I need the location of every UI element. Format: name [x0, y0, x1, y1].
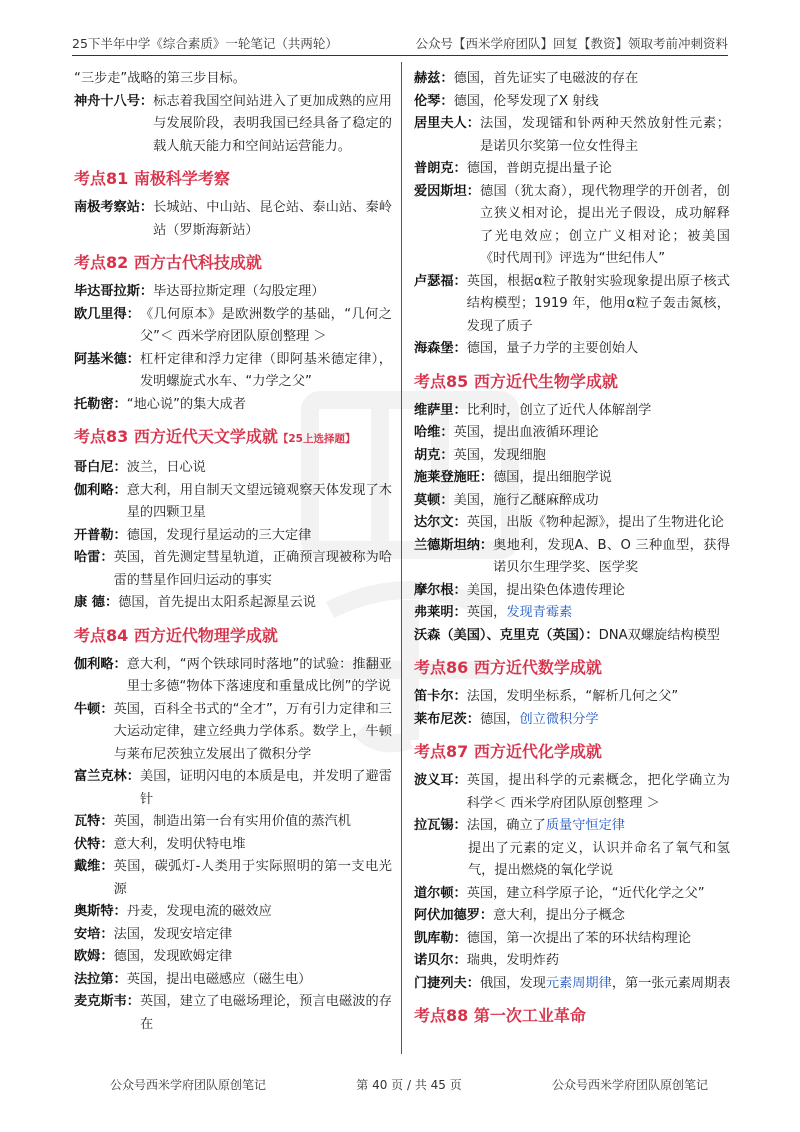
entry-desc: 波兰，日心说 [126, 460, 206, 475]
entry-desc: 英国，提出科学的元素概念，把化学确立为科学＜ 西米学府团队原创整理 ＞ [466, 773, 730, 811]
entry-term: 摩尔根： [414, 582, 467, 598]
entry-term: 麦克斯韦： [74, 994, 140, 1009]
entry-desc-prefix: 法国，确立了 [466, 818, 546, 833]
entry-row [74, 349, 392, 394]
entry-term: 波义耳： [414, 773, 467, 788]
entry-desc: 意大利，“两个铁球同时落地”的试验：推翻亚里士多德“物体下落速度和重量成比例”的学说 [126, 656, 392, 694]
entry-term: 道尔顿： [414, 885, 467, 901]
section-title-84: 考点84 西方近代物理学成就 [74, 625, 278, 645]
entry-term: 欧姆： [74, 949, 114, 964]
entry-desc: 英国，出版《物种起源》，提出了生物进化论 [466, 515, 724, 530]
entry-row [74, 811, 392, 834]
entry-desc: 英国，根据α粒子散射实验现象提出原子核式结构模型；1919 年，他用α粒子轰击氮核，发现了质子 [466, 273, 730, 334]
section-title-82: 考点82 西方古代科技成就 [74, 253, 262, 272]
entry-desc: 德国，首先提出太阳系起源星云说 [118, 595, 316, 610]
entry-desc: 丹麦，发现电流的磁效应 [126, 904, 272, 919]
entry-desc: 德国，第一次提出了苯的环状结构理论 [466, 930, 691, 946]
entry-row [414, 422, 730, 445]
entry-term: 康 德： [74, 595, 119, 610]
entry-desc-prefix: 英国， [466, 605, 507, 620]
entry-row [414, 905, 730, 928]
entry-term: 毕达哥拉斯： [74, 284, 154, 299]
entry-desc: 德国，发现行星运动的三大定律 [126, 527, 312, 543]
entry-continuation [414, 838, 730, 883]
entry-term: 伽利略： [74, 656, 127, 672]
right-column [414, 68, 730, 1034]
left-column [74, 68, 392, 1036]
entry-term: 海森堡： [414, 341, 467, 356]
entry-desc: 德国，伦琴发现了X 射线 [453, 93, 599, 109]
entry-term: 施莱登施旺： [414, 470, 494, 485]
entry-term: 弗莱明： [414, 605, 467, 620]
entry-row [414, 68, 730, 91]
entry-desc: 法国，发明坐标系，“解析几何之父” [466, 689, 679, 704]
page-number: 第 40 页 / 共 45 页 [356, 1078, 462, 1092]
entry-term: 伦琴： [414, 93, 454, 109]
entry-shenzhou [74, 91, 392, 159]
entry-term: 居里夫人： [414, 116, 480, 131]
entry-desc: 意大利，用自制天文望远镜观察天体发现了木星的四颗卫星 [126, 482, 392, 520]
entry-desc [480, 709, 730, 732]
entry-row [414, 338, 730, 361]
section-title-text: 考点83 西方近代天文学成就 [74, 427, 278, 446]
entry-row [414, 271, 730, 339]
column-divider [401, 62, 402, 1054]
entry-term: 富兰克林： [74, 769, 140, 784]
entry-term: 达尔文： [414, 515, 467, 530]
section-title-88: 考点88 第一次工业革命 [414, 1006, 586, 1025]
entry-term: 阿伏加德罗： [414, 908, 494, 923]
entry-row [414, 602, 730, 625]
entry-term: 伽利略： [74, 482, 127, 498]
entry-desc: 标志着我国空间站进入了更加成熟的应用与发展阶段，表明我国已经具备了稳定的载人航天能力和空间站运营能力。 [153, 93, 392, 154]
entry-desc-prefix: 俄国，发现 [479, 975, 546, 991]
entry-term: 安培： [74, 926, 114, 942]
entry-row [414, 400, 730, 423]
entry-desc: 英国，建立科学原子论，“近代化学之父” [466, 885, 705, 901]
entry-desc: 意大利，发明伏特电堆 [113, 836, 246, 852]
entry-desc: 英国，发现细胞 [453, 447, 546, 463]
entry-term: 笛卡尔： [414, 689, 467, 704]
entry-term: 普朗克： [414, 161, 467, 176]
entry-desc: 杠杆定律和浮力定律（即阿基米德定律），发明螺旋式水车、“力学之父” [139, 351, 392, 389]
header-promo: 公众号【西米学府团队】回复【教资】领取考前冲刺资料 [415, 36, 728, 51]
entry-term: 诺贝尔： [414, 953, 467, 968]
entry-desc: 英国，建立了电磁场理论，预言电磁波的存在 [139, 994, 392, 1032]
entry-row [414, 973, 730, 996]
entry-term: 哥白尼： [74, 460, 127, 475]
entry-desc: 德国，首先证实了电磁波的存在 [453, 71, 639, 86]
entry-term: 伏特： [74, 836, 114, 852]
entry-term: 凯库勒： [414, 930, 467, 946]
entry-desc: 英国，提出电磁感应（磁生电） [126, 971, 312, 987]
entry-row [414, 91, 730, 114]
entry-term: 赫兹： [414, 71, 454, 86]
entry-term: 莱布尼茨： [414, 711, 480, 727]
entry-row [414, 770, 730, 815]
entry-row [414, 950, 730, 973]
entry-row [414, 709, 730, 732]
entry-term: 神舟十八号： [74, 93, 154, 109]
entry-term: 莫顿： [414, 492, 454, 508]
entry-row [74, 969, 392, 992]
footer-right: 公众号西米学府团队原创笔记 [551, 1078, 708, 1092]
entry-desc: 比利时，创立了近代人体解剖学 [466, 402, 652, 418]
entry-desc [467, 815, 730, 838]
entry-row [74, 766, 392, 811]
entry-row [414, 467, 730, 490]
entry-row [74, 654, 392, 699]
entry-row [74, 457, 392, 480]
entry-desc: 英国，首先测定彗星轨道，正确预言现被称为哈雷的彗星作回归运动的事实 [113, 550, 392, 588]
entry-desc: 提出了元素的定义，认识并命名了氧气和氢气，提出燃烧的氧化学说 [468, 840, 730, 878]
intro-line: “三步走”战略的第三步目标。 [74, 71, 246, 86]
entry-row [74, 699, 392, 767]
entry-row [414, 512, 730, 535]
entry-term: 爱因斯坦： [414, 183, 480, 199]
section-title-87: 考点87 西方近代化学成就 [414, 742, 602, 761]
entry-desc: 英国，制造出第一台有实用价值的蒸汽机 [113, 814, 351, 829]
entry-desc-suffix: ，第一张元素周期表 [611, 975, 731, 991]
page-footer [110, 1076, 708, 1093]
entry-row [414, 883, 730, 906]
entry-term: 哈雷： [74, 550, 114, 565]
exam-tag: 【25上选择题】 [277, 433, 356, 445]
section-title-83 [74, 425, 392, 451]
entry-desc-prefix: 德国， [479, 711, 520, 727]
entry-desc [467, 602, 730, 625]
entry-term: 欧几里得： [74, 306, 140, 322]
entry-row [74, 924, 392, 947]
entry-desc: 英国，百科全书式的“全才”，万有引力定律和三大运动定律，建立经典力学体系。数学上，牛顿与莱布尼茨独立发展出了微积分学 [113, 701, 392, 762]
entry-row [74, 946, 392, 969]
entry-term: 戴维： [74, 859, 114, 874]
entry-desc [480, 973, 731, 996]
entry-row [414, 928, 730, 951]
section-title-86: 考点86 西方近代数学成就 [414, 658, 602, 677]
entry-row [414, 181, 730, 271]
entry-desc: 长城站、中山站、昆仑站、泰山站、秦岭站（罗斯海新站） [153, 200, 392, 238]
entry-desc: 英国，提出血液循环理论 [453, 425, 599, 440]
entry-desc: “地心说”的集大成者 [126, 396, 246, 412]
entry-desc: 美国，提出染色体遗传理论 [466, 582, 625, 598]
entry-desc: 美国，施行乙醚麻醉成功 [453, 492, 599, 508]
entry-desc: 德国，发现欧姆定律 [113, 949, 233, 964]
entry-term: 胡克： [414, 447, 454, 463]
entry-term: 阿基米德： [74, 351, 140, 367]
entry-term: 法拉第： [74, 971, 127, 987]
entry-term: 沃森（美国）、克里克（英国）： [414, 627, 599, 643]
entry-row [74, 856, 392, 901]
entry-desc: 瑞典，发明炸药 [466, 953, 560, 968]
entry-term: 卢瑟福： [414, 273, 467, 289]
entry-row [74, 547, 392, 592]
entry-term: 维萨里： [414, 402, 467, 418]
entry-term: 门捷列夫： [414, 975, 480, 991]
highlight-text: 元素周期律 [545, 975, 612, 991]
entry-term: 托勒密： [74, 396, 127, 412]
entry-row [74, 197, 392, 242]
entry-row [414, 625, 730, 648]
entry-row [74, 901, 392, 924]
entry-desc: DNA双螺旋结构模型 [598, 627, 720, 643]
entry-desc: 意大利，提出分子概念 [493, 908, 625, 923]
highlight-text: 发现青霉素 [506, 605, 573, 620]
entry-term: 兰德斯坦纳： [414, 537, 494, 553]
entry-row [74, 394, 392, 417]
entry-row [414, 686, 730, 709]
entry-desc: 法国，发现安培定律 [113, 926, 233, 942]
entry-row [74, 592, 392, 615]
page-header [72, 34, 728, 56]
entry-row [414, 490, 730, 513]
entry-desc: 《几何原本》是欧洲数学的基础，“几何之父”＜ 西米学府团队原创整理 ＞ [139, 306, 392, 344]
entry-row [74, 480, 392, 525]
entry-desc: 美国，证明闪电的本质是电，并发明了避雷针 [139, 769, 392, 807]
footer-left: 公众号西米学府团队原创笔记 [110, 1078, 267, 1092]
entry-desc: 奥地利，发现A、B、O 三种血型，获得诺贝尔生理学奖、医学奖 [493, 537, 730, 575]
entry-row [414, 158, 730, 181]
entry-row [74, 834, 392, 857]
entry-term: 牛顿： [74, 701, 114, 717]
entry-row [414, 113, 730, 158]
entry-row [414, 535, 730, 580]
highlight-text: 创立微积分学 [519, 711, 599, 727]
entry-desc: 德国，提出细胞学说 [493, 470, 612, 485]
entry-row [74, 304, 392, 349]
entry-term: 南极考察站： [74, 200, 154, 215]
header-title: 25下半年中学《综合素质》一轮笔记（共两轮） [72, 36, 338, 51]
entry-row [74, 281, 392, 304]
entry-row [74, 991, 392, 1036]
entry-row [414, 815, 730, 838]
entry-desc: 德国（犹太裔），现代物理学的开创者，创立狭义相对论，提出光子假设，成功解释了光电效应；创立广义相对论；被美国《时代周刊》评选为“世纪伟人” [479, 183, 730, 266]
entry-desc: 法国，发现镭和钋两种天然放射性元素；是诺贝尔奖第一位女性得主 [479, 116, 730, 154]
entry-row [414, 445, 730, 468]
section-title-85: 考点85 西方近代生物学成就 [414, 371, 618, 391]
entry-row [414, 580, 730, 603]
entry-term: 拉瓦锡： [414, 818, 467, 833]
entry-desc: 德国，量子力学的主要创始人 [466, 341, 639, 356]
entry-desc: 德国，普朗克提出量子论 [466, 161, 612, 176]
entry-term: 开普勒： [74, 527, 127, 543]
section-title-81: 考点81 南极科学考察 [74, 169, 230, 188]
entry-term: 瓦特： [74, 814, 114, 829]
entry-term: 奥斯特： [74, 904, 127, 919]
entry-term: 哈维： [414, 425, 454, 440]
entry-desc: 毕达哥拉斯定理（勾股定理） [153, 284, 325, 299]
entry-desc: 英国，碳弧灯-人类用于实际照明的第一支电光源 [113, 859, 392, 897]
entry-row [74, 525, 392, 548]
highlight-text: 质量守恒定律 [545, 818, 625, 833]
